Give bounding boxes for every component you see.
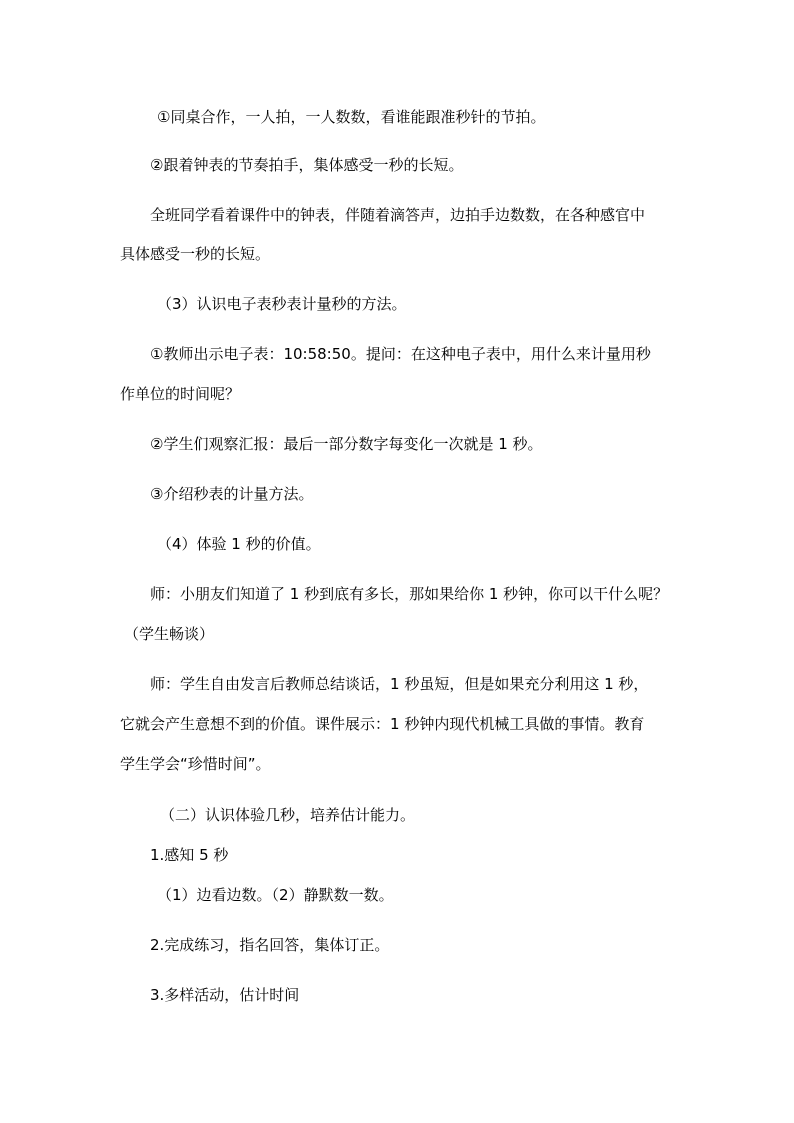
paragraph-line: ①教师出示电子表：10:58:50。提问：在这种电子表中，用什么来计量用秒 xyxy=(150,345,651,363)
paragraph-line: （1）边看边数。（2）静默数一数。 xyxy=(157,886,394,904)
paragraph-line: 具体感受一秒的长短。 xyxy=(120,245,271,263)
paragraph-line: （学生畅谈） xyxy=(124,625,215,643)
paragraph-line: 学生学会“珍惜时间”。 xyxy=(120,755,271,773)
paragraph-line: 师：学生自由发言后教师总结谈话，1 秒虽短，但是如果充分利用这 1 秒， xyxy=(150,675,649,693)
paragraph-line: 2.完成练习，指名回答，集体订正。 xyxy=(150,936,390,954)
paragraph-line: 3.多样活动，估计时间 xyxy=(150,986,300,1004)
paragraph-line: ②跟着钟表的节奏拍手，集体感受一秒的长短。 xyxy=(150,156,464,174)
paragraph-line: 它就会产生意想不到的价值。课件展示：1 秒钟内现代机械工具做的事情。教育 xyxy=(120,715,645,733)
paragraph-line: （4）体验 1 秒的价值。 xyxy=(157,535,321,553)
paragraph-line: 1.感知 5 秒 xyxy=(150,846,229,864)
paragraph-line: （3）认识电子表秒表计量秒的方法。 xyxy=(157,295,407,313)
paragraph-line: 师：小朋友们知道了 1 秒到底有多长，那如果给你 1 秒钟，你可以干什么呢？ xyxy=(150,585,669,603)
paragraph-line: ③介绍秒表的计量方法。 xyxy=(150,485,314,503)
paragraph-line: ②学生们观察汇报：最后一部分数字每变化一次就是 1 秒。 xyxy=(150,435,543,453)
paragraph-line: 全班同学看着课件中的钟表，伴随着滴答声，边拍手边数数，在各种感官中 xyxy=(150,206,646,224)
section-heading: （二）认识体验几秒，培养估计能力。 xyxy=(160,806,416,824)
paragraph-line: ①同桌合作，一人拍，一人数数，看谁能跟准秒针的节拍。 xyxy=(157,108,546,126)
paragraph-line: 作单位的时间呢？ xyxy=(120,385,241,403)
